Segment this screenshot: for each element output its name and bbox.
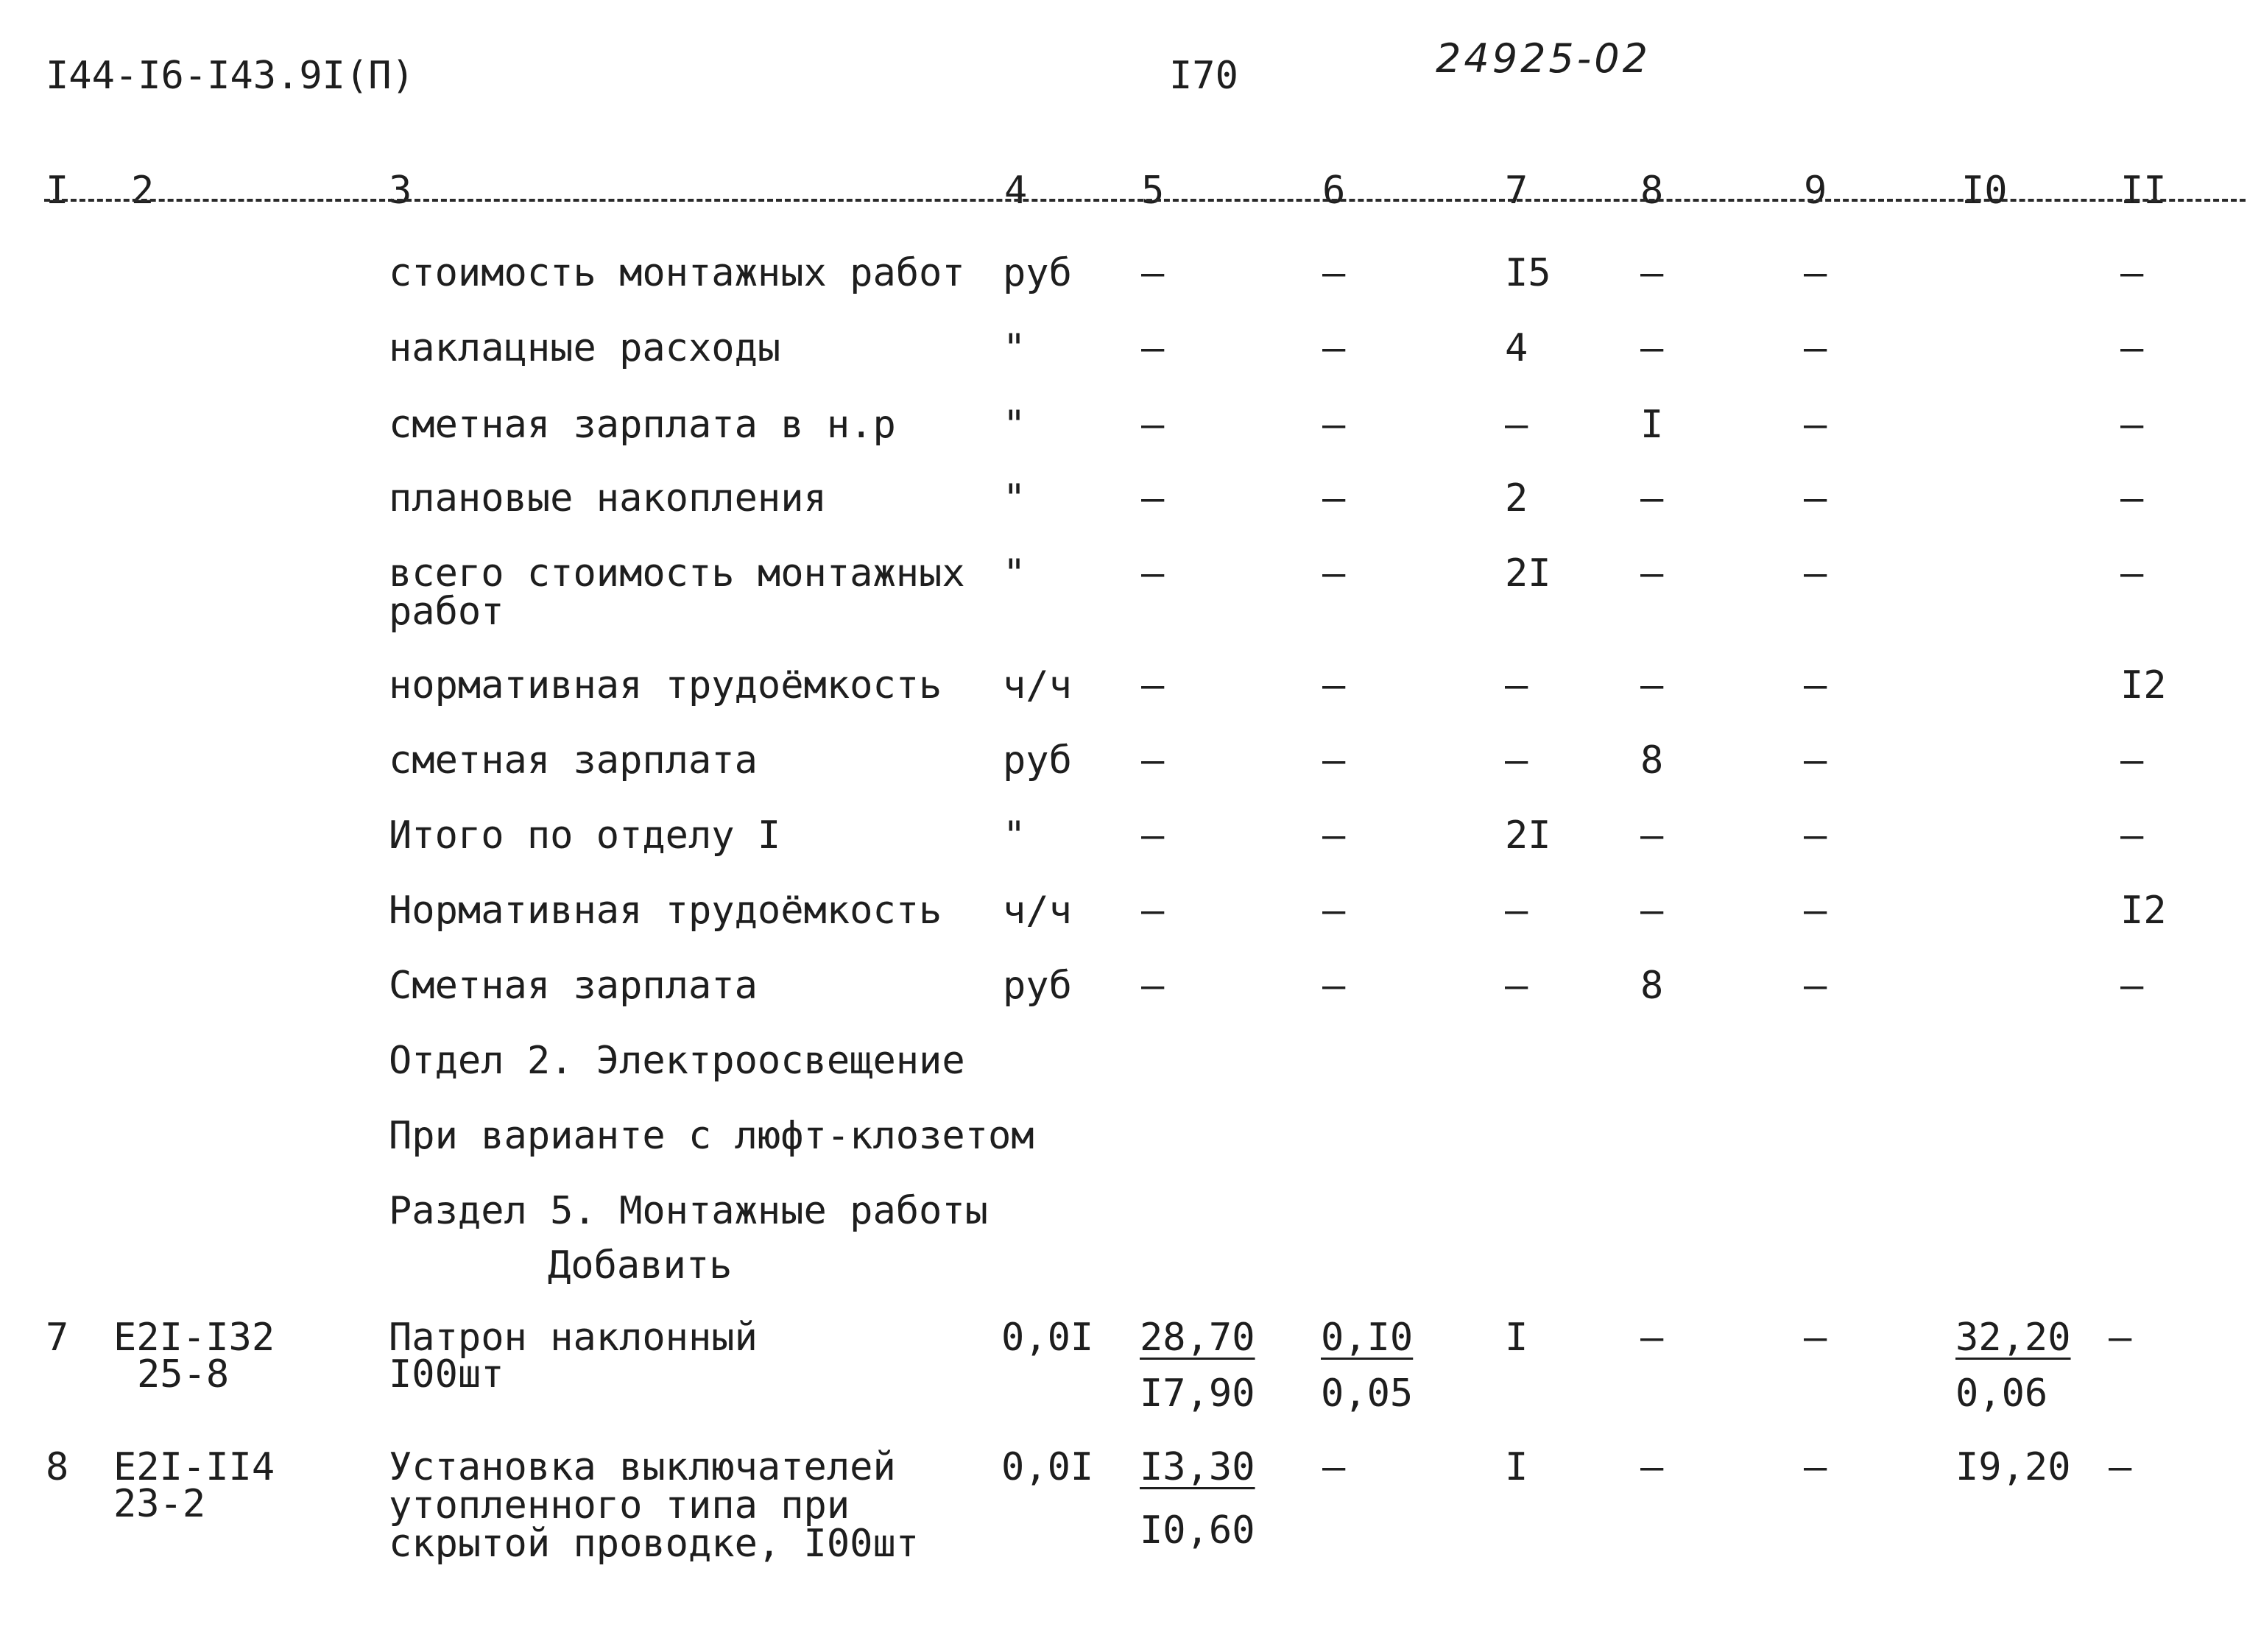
section-add: Добавить <box>548 1243 733 1288</box>
row-label: плановые накопления <box>389 476 827 520</box>
item-c10-bottom: 0,06 <box>1955 1372 2048 1416</box>
item-c5-top: I3,30 <box>1140 1445 1255 1489</box>
item-name: Патрон наклонный <box>389 1316 758 1360</box>
section-part: Раздел 5. Монтажные работы <box>389 1189 988 1233</box>
cell-c5: – <box>1141 326 1165 370</box>
doc-code: I44-I6-I43.9I(П) <box>46 54 415 98</box>
col-3: 3 <box>389 169 412 213</box>
cell-c7: 2I <box>1505 551 1551 596</box>
cell-c6: – <box>1322 326 1346 370</box>
row-label: стоимость монтажных работ <box>389 251 965 295</box>
cell-c11: – <box>2120 403 2144 447</box>
col-8: 8 <box>1640 169 1664 213</box>
cell-c5: – <box>1141 889 1165 933</box>
cell-c5: – <box>1141 813 1165 858</box>
cell-c9: – <box>1804 738 1827 783</box>
section-department: Отдел 2. Электроосвещение <box>389 1039 965 1083</box>
item-c6-bottom: 0,05 <box>1321 1372 1414 1416</box>
row-label: сметная зарплата в н.р <box>389 403 896 447</box>
row-label: сметная зарплата <box>389 738 758 783</box>
row-unit: " <box>1003 476 1026 520</box>
cell-c9: – <box>1804 251 1827 295</box>
item-name-cont: утопленного типа при <box>389 1483 850 1528</box>
col-11: II <box>2120 169 2167 213</box>
item-c4: 0,0I <box>1001 1445 1094 1489</box>
item-code: E2I-I32 <box>113 1316 275 1360</box>
cell-c9: – <box>1804 403 1827 447</box>
cell-c11: I2 <box>2120 663 2167 707</box>
cell-c11: – <box>2120 964 2144 1008</box>
cell-c7: – <box>1505 889 1528 933</box>
cell-c5: – <box>1141 551 1165 596</box>
row-label: Сметная зарплата <box>389 964 758 1008</box>
row-label: Нормативная трудоёмкость <box>389 889 942 933</box>
col-1: I <box>46 169 69 213</box>
cell-c11: – <box>2120 738 2144 783</box>
row-unit: " <box>1003 326 1026 370</box>
cell-c11: I2 <box>2120 889 2167 933</box>
item-c9: – <box>1804 1316 1827 1360</box>
cell-c8: I <box>1640 403 1664 447</box>
cell-c6: – <box>1322 964 1346 1008</box>
cell-c8: 8 <box>1640 738 1664 783</box>
col-2: 2 <box>131 169 155 213</box>
item-name: Установка выключателей <box>389 1445 896 1489</box>
cell-c7: 2I <box>1505 813 1551 858</box>
row-unit: " <box>1003 403 1026 447</box>
cell-c5: – <box>1141 964 1165 1008</box>
cell-c6: – <box>1322 251 1346 295</box>
col-6: 6 <box>1322 169 1346 213</box>
cell-c6: – <box>1322 889 1346 933</box>
item-c10: I9,20 <box>1955 1445 2071 1489</box>
item-code-cont: 25-8 <box>137 1352 230 1397</box>
cell-c7: – <box>1505 403 1528 447</box>
col-5: 5 <box>1141 169 1165 213</box>
cell-c5: – <box>1141 476 1165 520</box>
cell-c6: – <box>1322 663 1346 707</box>
page-number: I70 <box>1169 54 1238 98</box>
row-label: нормативная трудоёмкость <box>389 663 942 707</box>
item-c5-top: 28,70 <box>1140 1316 1255 1360</box>
row-unit: ч/ч <box>1003 663 1072 707</box>
cell-c8: – <box>1640 326 1664 370</box>
item-c7: I <box>1505 1316 1528 1360</box>
cell-c9: – <box>1804 964 1827 1008</box>
cell-c9: – <box>1804 813 1827 858</box>
cell-c7: I5 <box>1505 251 1551 295</box>
row-unit: ч/ч <box>1003 889 1072 933</box>
cell-c11: – <box>2120 813 2144 858</box>
cell-c8: – <box>1640 813 1664 858</box>
cell-c6: – <box>1322 813 1346 858</box>
item-c5-bottom: I7,90 <box>1140 1372 1255 1416</box>
cell-c9: – <box>1804 663 1827 707</box>
item-c4: 0,0I <box>1001 1316 1094 1360</box>
row-unit: руб <box>1003 251 1072 295</box>
row-unit: руб <box>1003 964 1072 1008</box>
cell-c7: 4 <box>1505 326 1528 370</box>
cell-c8: – <box>1640 889 1664 933</box>
item-code: E2I-II4 <box>113 1445 275 1489</box>
item-c11: – <box>2109 1316 2132 1360</box>
cell-c9: – <box>1804 476 1827 520</box>
item-c7: I <box>1505 1445 1528 1489</box>
item-c11: – <box>2109 1445 2132 1489</box>
cell-c6: – <box>1322 738 1346 783</box>
handwritten-stamp: 24925-02 <box>1436 35 1651 82</box>
cell-c9: – <box>1804 326 1827 370</box>
col-4: 4 <box>1004 169 1028 213</box>
row-label: всего стоимость монтажных <box>389 551 965 596</box>
row-unit: руб <box>1003 738 1072 783</box>
cell-c5: – <box>1141 663 1165 707</box>
item-number: 7 <box>46 1316 69 1360</box>
col-7: 7 <box>1505 169 1528 213</box>
row-unit: " <box>1003 551 1026 596</box>
item-c10-top: 32,20 <box>1955 1316 2071 1360</box>
col-10: I0 <box>1961 169 2008 213</box>
cell-c11: – <box>2120 476 2144 520</box>
cell-c6: – <box>1322 403 1346 447</box>
cell-c7: – <box>1505 964 1528 1008</box>
row-label: Итого по отделу I <box>389 813 781 858</box>
row-unit: " <box>1003 813 1026 858</box>
item-c6-top: 0,I0 <box>1321 1316 1414 1360</box>
cell-c11: – <box>2120 551 2144 596</box>
header-divider <box>44 199 2246 202</box>
cell-c7: – <box>1505 663 1528 707</box>
cell-c9: – <box>1804 889 1827 933</box>
cell-c5: – <box>1141 738 1165 783</box>
section-variant: При варианте с люфт-клозетом <box>389 1114 1034 1158</box>
cell-c7: 2 <box>1505 476 1528 520</box>
cell-c5: – <box>1141 251 1165 295</box>
cell-c8: – <box>1640 663 1664 707</box>
cell-c6: – <box>1322 476 1346 520</box>
col-9: 9 <box>1804 169 1827 213</box>
item-name-cont: скрытой проводке, I00шт <box>389 1522 920 1566</box>
item-code-cont: 23-2 <box>113 1482 206 1526</box>
cell-c7: – <box>1505 738 1528 783</box>
cell-c6: – <box>1322 551 1346 596</box>
item-name-cont: I00шт <box>389 1352 504 1397</box>
cell-c8: – <box>1640 476 1664 520</box>
row-label: наклацные расходы <box>389 326 781 370</box>
cell-c8: – <box>1640 251 1664 295</box>
item-c9: – <box>1804 1445 1827 1489</box>
cell-c11: – <box>2120 326 2144 370</box>
row-label-cont: работ <box>389 590 504 634</box>
cell-c9: – <box>1804 551 1827 596</box>
item-c6: – <box>1322 1445 1346 1489</box>
cell-c11: – <box>2120 251 2144 295</box>
cell-c5: – <box>1141 403 1165 447</box>
item-c8: – <box>1640 1445 1664 1489</box>
item-number: 8 <box>46 1445 69 1489</box>
item-c5-bottom: I0,60 <box>1140 1508 1255 1553</box>
cell-c8: – <box>1640 551 1664 596</box>
item-c8: – <box>1640 1316 1664 1360</box>
cell-c8: 8 <box>1640 964 1664 1008</box>
